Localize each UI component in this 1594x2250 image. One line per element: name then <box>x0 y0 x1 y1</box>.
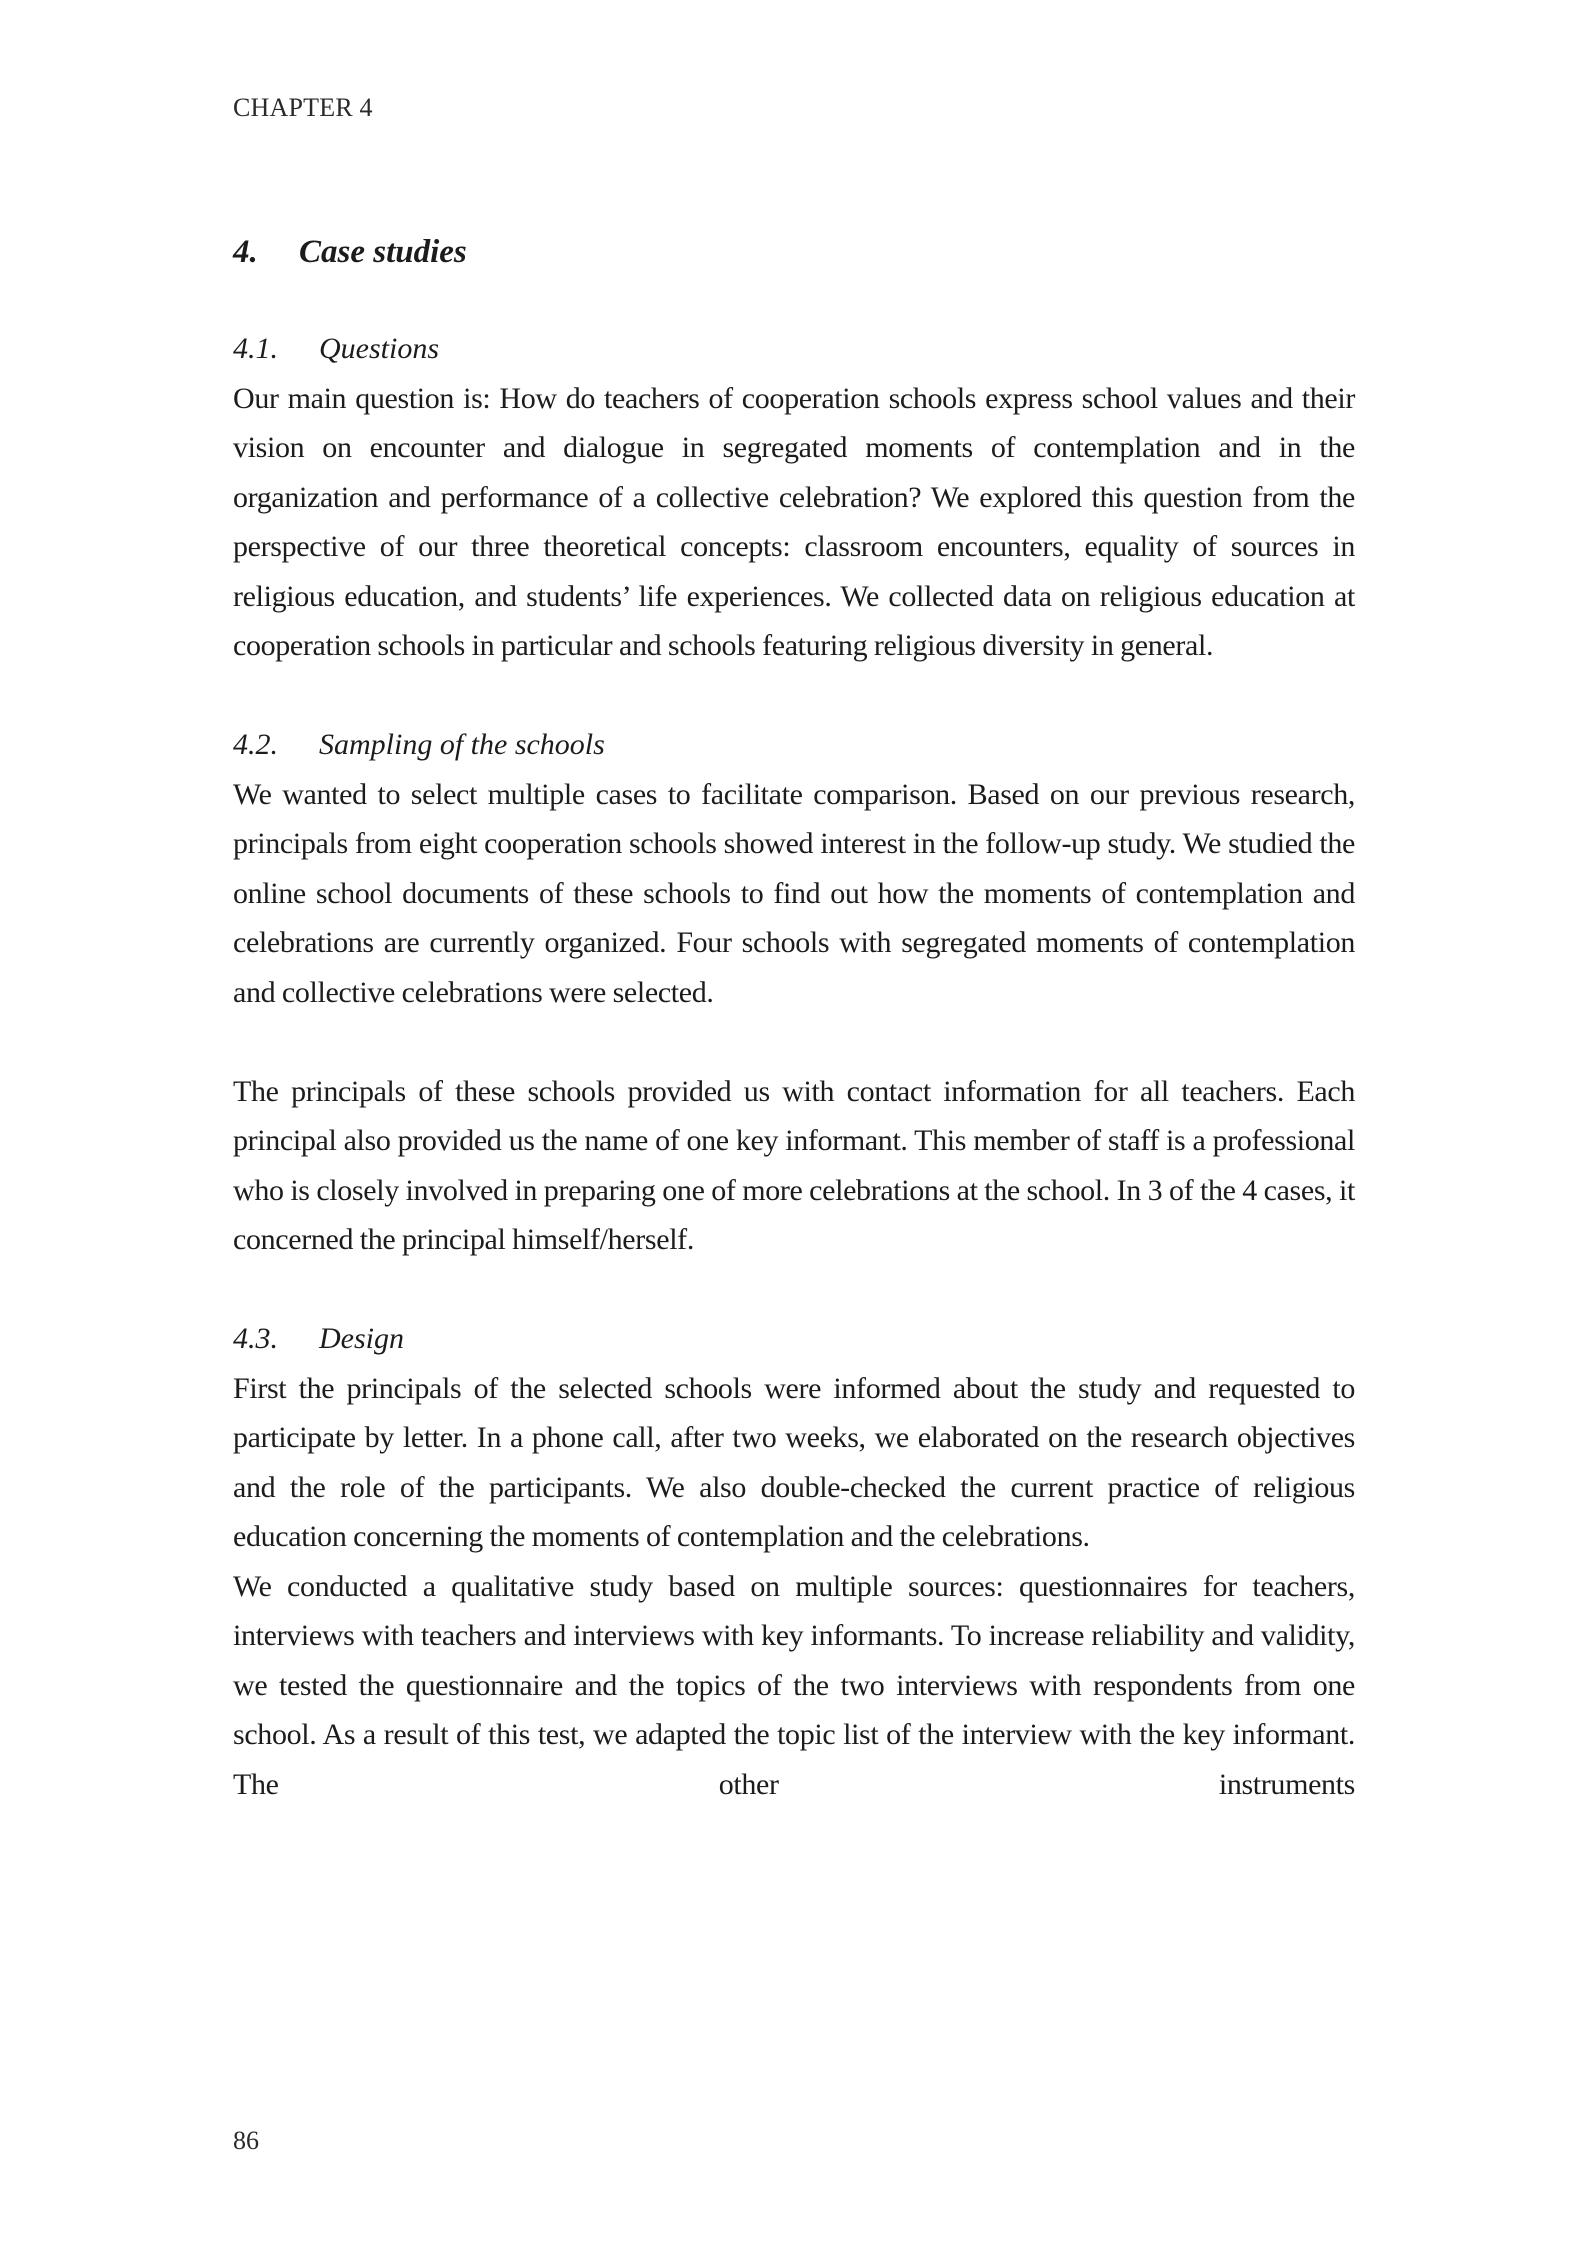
section-heading <box>233 324 1355 374</box>
paragraph: First the principals of the selected schools were informed about the study and requested to participate by letter. In a phone call, after two weeks, we elaborated on the research objectives and the role of the participants. We also double-checked the current practice of religious education concerning the moments of contemplation and the celebrations. <box>233 1371 1355 1553</box>
section-heading <box>233 1314 1355 1364</box>
section-heading <box>233 720 1355 770</box>
paragraph: We wanted to select multiple cases to facilitate comparison. Based on our previous research, principals from eight cooperation schools showed interest in the follow-up study. We studied the online school documents of these schools to find out how the moments of contemplation and celebrations are currently organized. Four schools with segregated moments of contemplation and collective celebrations were selected. <box>233 777 1355 1009</box>
running-head: CHAPTER 4 <box>233 93 373 122</box>
paragraph: Our main question is: How do teachers of cooperation schools express school values and their vision on encounter and dialogue in segregated moments of contemplation and in the organization and performance of a collective celebration? We explored this question from the perspective of our three theoretical concepts: classroom encounters, equality of sources in religious education, and students’ life experiences. We collected data on religious education at cooperation schools in particular and schools featuring religious diversity in general. <box>233 381 1355 662</box>
spacer <box>233 671 1355 721</box>
chapter-title: Case studies <box>299 234 467 270</box>
page-content <box>233 230 1355 1809</box>
section-sampling <box>233 720 1355 1265</box>
spacer <box>233 274 1355 324</box>
page-number: 86 <box>233 2126 259 2155</box>
paragraph: We conducted a qualitative study based on multiple sources: questionnaires for teachers, interviews with teachers and interviews with key informants. To increase reliability and validity, we tested the questionnaire and the topics of the two interviews with respondents from one school. As a result of this test, we adapted the topic list of the interview with the key informant. The other instruments <box>233 1569 1355 1801</box>
section-number: 4.1. <box>233 332 278 365</box>
section-title: Questions <box>319 332 439 365</box>
section-title: Sampling of the schools <box>319 728 605 761</box>
paragraph: The principals of these schools provided us with contact information for all teachers. Each principal also provided us the name of one key informant. This member of staff is a professional who is closely involved in preparing one of more celebrations at the school. In 3 of the 4 cases, it concerned the principal himself/herself. <box>233 1074 1355 1256</box>
chapter-heading <box>233 230 1355 274</box>
chapter-number: 4. <box>233 234 258 270</box>
section-number: 4.3. <box>233 1322 278 1355</box>
section-title: Design <box>319 1322 404 1355</box>
section-design <box>233 1314 1355 1809</box>
spacer <box>233 1017 1355 1067</box>
section-questions <box>233 324 1355 671</box>
spacer <box>233 1265 1355 1315</box>
section-number: 4.2. <box>233 728 278 761</box>
